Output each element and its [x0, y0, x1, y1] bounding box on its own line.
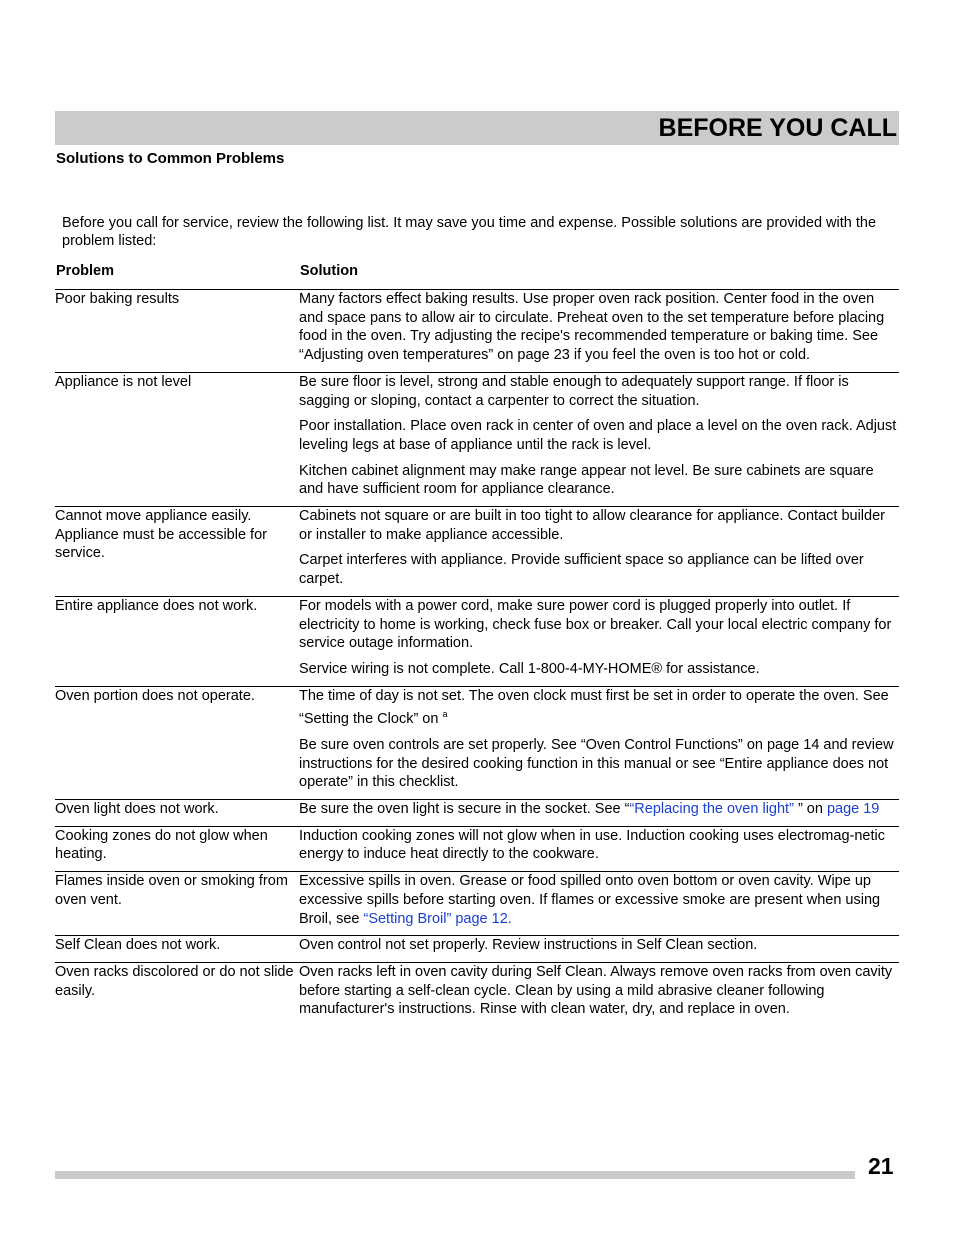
- solution-text-part: ” on: [797, 801, 827, 817]
- solution-cell: [299, 687, 899, 799]
- footnote-marker: a: [442, 709, 448, 720]
- header-bar: [55, 111, 899, 145]
- section-heading: Solutions to Common Problems: [56, 150, 285, 167]
- solution-text-part: Be sure the oven light is secure in the socket. See “: [299, 801, 630, 817]
- solution-text: Oven control not set properly. Review instructions in Self Clean section.: [299, 937, 758, 954]
- problem-cell: Self Clean does not work.: [55, 937, 221, 954]
- solution-text: Cabinets not square or are built in too tight to allow clearance for appliance. Contact builder or installer to make appliance accessible.: [299, 508, 885, 543]
- solution-cell: [299, 507, 899, 596]
- problem-cell: Appliance is not level: [55, 373, 192, 390]
- table-row: [55, 871, 899, 935]
- table-row: [55, 935, 899, 962]
- solution-text-part: Excessive spills in oven. Grease or food spilled onto oven bottom or oven cavity. Wipe up excessive spills before starting oven. If flames or excessive smoke are present when using Broil, see: [299, 873, 881, 927]
- solution-cell: [299, 800, 899, 826]
- solution-text: [299, 800, 899, 819]
- setting-broil-link[interactable]: “Setting Broil” page 12.: [363, 910, 512, 927]
- solution-text: [299, 687, 899, 729]
- solution-text: Oven racks left in oven cavity during Self Clean. Always remove oven racks from oven cavity before starting a self-clean cycle. Clean by using a mild abrasive cleaner following manufacturer's instructions. Rinse with clean water, dry, and replace in oven.: [299, 963, 893, 1018]
- problem-cell: Poor baking results: [55, 291, 180, 307]
- solution-cell: [299, 963, 899, 1026]
- replacing-oven-light-link[interactable]: “Replacing the oven light”: [629, 801, 798, 817]
- table-row: [55, 962, 899, 1026]
- page-title: BEFORE YOU CALL: [658, 114, 897, 142]
- problem-cell: Flames inside oven or smoking from oven vent.: [55, 873, 288, 908]
- problem-cell: Cooking zones do not glow when heating.: [55, 827, 268, 863]
- footer-bar: [55, 1171, 855, 1179]
- table-row: [55, 686, 899, 799]
- solution-text: Be sure oven controls are set properly. See “Oven Control Functions” on page 14 and review instructions for the desired cooking function in this manual or see “Entire appliance does not operate” in this checklist.: [299, 736, 894, 791]
- solution-cell: [299, 872, 899, 935]
- solution-cell: [299, 936, 899, 962]
- problem-cell: Oven light does not work.: [55, 801, 219, 817]
- problem-cell: Entire appliance does not work.: [55, 597, 258, 614]
- solution-text: Be sure floor is level, strong and stable enough to adequately support range. If floor is sagging or sloping, contact a carpenter to correct the situation.: [299, 373, 849, 409]
- solution-text: Many factors effect baking results. Use proper oven rack position. Center food in the oven and space pans to allow air to circulate. Preheat oven to the set temperature before placing food in the oven. Try adjusting the recipe's recommended temperature or baking time. See “Adjusting oven temperatures” on page 23 if you feel the oven is too hot or cold.: [299, 291, 885, 364]
- intro-text: Before you call for service, review the following list. It may save you time and expense. Possible solutions are provided with the problem listed:: [62, 215, 877, 249]
- page-number: 21: [868, 1153, 894, 1179]
- column-header-problem: Problem: [56, 263, 115, 279]
- table-row: [55, 799, 899, 826]
- solution-text: [299, 872, 899, 928]
- solution-cell: [299, 827, 899, 871]
- solution-text: For models with a power cord, make sure power cord is plugged properly into outlet. If electricity to home is working, check fuse box or breaker. Call your local electric company for service outage information.: [299, 597, 892, 652]
- table-row: [55, 372, 899, 506]
- column-header-solution: Solution: [300, 263, 358, 279]
- solution-cell: [299, 290, 899, 372]
- table-row: [55, 289, 899, 372]
- solution-cell: [299, 373, 899, 506]
- page-19-link[interactable]: page 19: [826, 801, 880, 817]
- problem-cell: Oven racks discolored or do not slide easily.: [55, 963, 294, 999]
- solution-text: Induction cooking zones will not glow when in use. Induction cooking uses electromag-netic energy to induce heat directly to the cookware.: [299, 827, 885, 863]
- table-row: [55, 596, 899, 686]
- solution-text: Kitchen cabinet alignment may make range appear not level. Be sure cabinets are square and have sufficient room for appliance clearance.: [299, 462, 874, 498]
- table-row: [55, 506, 899, 596]
- table-row: [55, 826, 899, 871]
- solution-text: Service wiring is not complete. Call 1-800-4-MY-HOME® for assistance.: [299, 660, 760, 677]
- problem-cell: Cannot move appliance easily. Appliance must be accessible for service.: [55, 508, 267, 562]
- clock-solution-text: The time of day is not set. The oven clock must first be set in order to operate the oven. See “Setting the Clock” on: [299, 687, 889, 728]
- solution-cell: [299, 597, 899, 686]
- problem-cell: Oven portion does not operate.: [55, 687, 255, 704]
- solution-text: Poor installation. Place oven rack in center of oven and place a level on the oven rack. Adjust leveling legs at base of appliance until the rack is level.: [299, 418, 897, 453]
- solution-text: Carpet interferes with appliance. Provide sufficient space so appliance can be lifted over carpet.: [299, 552, 864, 588]
- troubleshooting-table: [55, 289, 899, 1026]
